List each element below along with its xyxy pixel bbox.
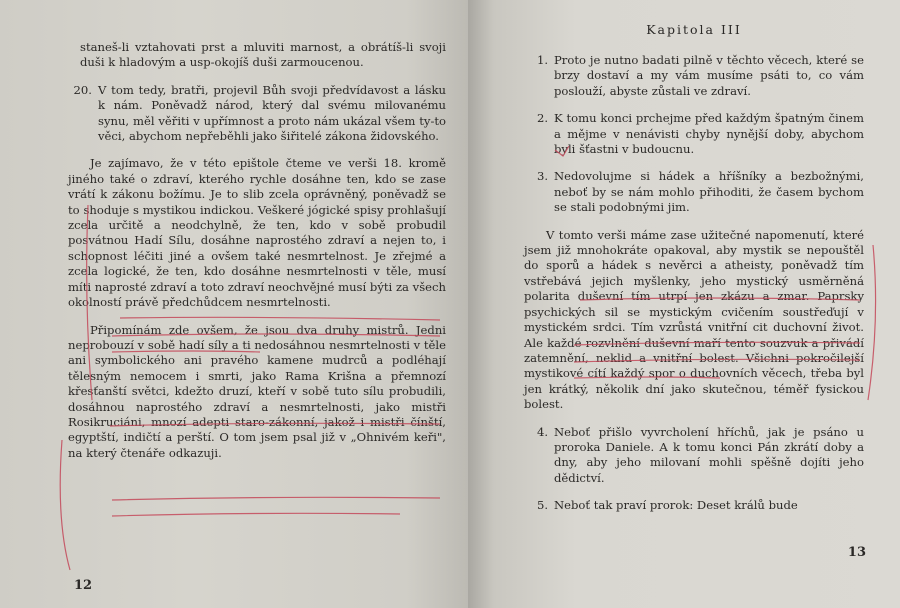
page-number-right: 13 bbox=[847, 545, 866, 560]
verse-item bbox=[524, 425, 864, 487]
verse-item bbox=[524, 53, 864, 99]
right-page bbox=[468, 0, 900, 608]
verse-number: 5. bbox=[536, 498, 548, 513]
verse-text: V tom tedy, bratři, projevil Bůh svoji předvídavost a lásku k nám. Poněvadž národ, který dal svému milovanému synu, měl věřiti v upřímnost a proto nám ukázal všem ty-to věci, abychom nepřeběhli jako šiřitelé zákona židovského. bbox=[98, 82, 446, 144]
verse-number: 2. bbox=[536, 111, 548, 126]
verse-continuation: staneš-li vztahovati prst a mluviti marnost, a obrátíš-li svoji duši k hladovým a usp-okojíš duši zarmoucenou. bbox=[80, 40, 446, 70]
verse-number: 20. bbox=[73, 82, 92, 97]
verse-item bbox=[524, 498, 864, 513]
commentary-paragraph-2: Připomínám zde ovšem, že jsou dva druhy mistrů. Jedni neprobouzí v sobě hadí síly a ti nedosáhnou nesmrtelnosti v těle ani symbolického ani pravého kamene mudrců a podléhají tělesným nemocem i smrti, jako Rama Krišna a přemnozí křesťanští světci, kdežto druzí, kteří v sobě tuto sílu probudili, dosáhnou naprostého zdraví a nesmrtelnosti, jako mistři Rosikruciáni, mnozí adepti staro-zákonní, jakož i mistři čínští, egyptští, indičtí a perští. O tom jsem psal již v „Ohnivém keři", na který čtenáře odkazuji. bbox=[68, 322, 446, 460]
commentary-paragraph: V tomto verši máme zase užitečné napomenutí, které jsem již mnohokráte opakoval, aby mystik se nepouštěl do sporů a hádek s nevěrci a atheisty, poněvadž tím vstřebává jejich myšlenky, jeho mystický usměrněná polarita duševní tím utrpí jen zkázu a zmar. Paprsky psychických sil se mystickým cvičením soustřeďují v mystickém srdci. Tím vzrůstá vnitřní cit duchovní život. Ale každé rozvlnění duševní maří tento souzvuk a přivádí zatemnění, neklid a vnitřní bolest. Všichni pokročilejší mystikové cítí každý spor o duchovních věcech, třeba byl jen krátký, několik dní jako skutečnou, téměř fysickou bolest. bbox=[524, 227, 864, 412]
verse-text: Neboť tak praví prorok: Deset králů bude bbox=[554, 498, 798, 513]
verse-item bbox=[524, 111, 864, 157]
chapter-heading: Kapitola III bbox=[646, 22, 742, 37]
verse-text: K tomu konci prchejme před každým špatným činem a mějme v nenávisti chyby nynější doby, abychom byli šťastni v budoucnu. bbox=[554, 111, 864, 157]
verse-text: Proto je nutno badati pilně v těchto věcech, které se brzy dostaví a my vám musíme psáti to, co vám poslouží, abyste zůstali ve zdraví. bbox=[554, 53, 864, 98]
verse-number: 3. bbox=[536, 169, 548, 184]
verse-text: Neboť přišlo vyvrcholení hříchů, jak je psáno u proroka Daniele. A k tomu konci Pán zkrátí doby a dny, aby jeho milovaní mohli spěšně dojíti jeho dědictví. bbox=[554, 424, 864, 485]
verse-number: 4. bbox=[536, 424, 548, 439]
verse-item bbox=[524, 169, 864, 215]
verse-list bbox=[524, 53, 864, 216]
verse-text: Nedovolujme si hádek a hříšníky a bezbožnými, neboť by se nám mohlo přihoditi, že časem bychom se stali podobnými jim. bbox=[554, 169, 864, 215]
verse-number: 1. bbox=[536, 53, 548, 67]
commentary-paragraph-1: Je zajímavo, že v této epištole čteme ve verši 18. kromě jiného také o zdraví, kterého rychle dosáhne ten, kdo se zase vrátí k zákonu božímu. Je to slib zcela oprávněný, poněvadž se to shoduje s mystikou indickou. Veškeré jógické spisy prohlašují zcela určitě a neodchylně, že ten, kdo v sobě probudil posvátnou Hadí Sílu, dosáhne naprostého zdraví a nejen to, i schopnost léčiti jiné a ovšem také nesmrtelnost. Je zřejmé a zcela logické, že ten, kdo dosáhne nesmrtelnosti v těle, musí míti naprosté zdraví a toto zdraví neochvějné musí býti za všech okolností právě předchůdcem nesmrtelnosti. bbox=[68, 156, 446, 310]
verse-list-2 bbox=[524, 425, 864, 514]
verse-20 bbox=[68, 83, 446, 145]
page-number-left: 12 bbox=[74, 578, 93, 593]
